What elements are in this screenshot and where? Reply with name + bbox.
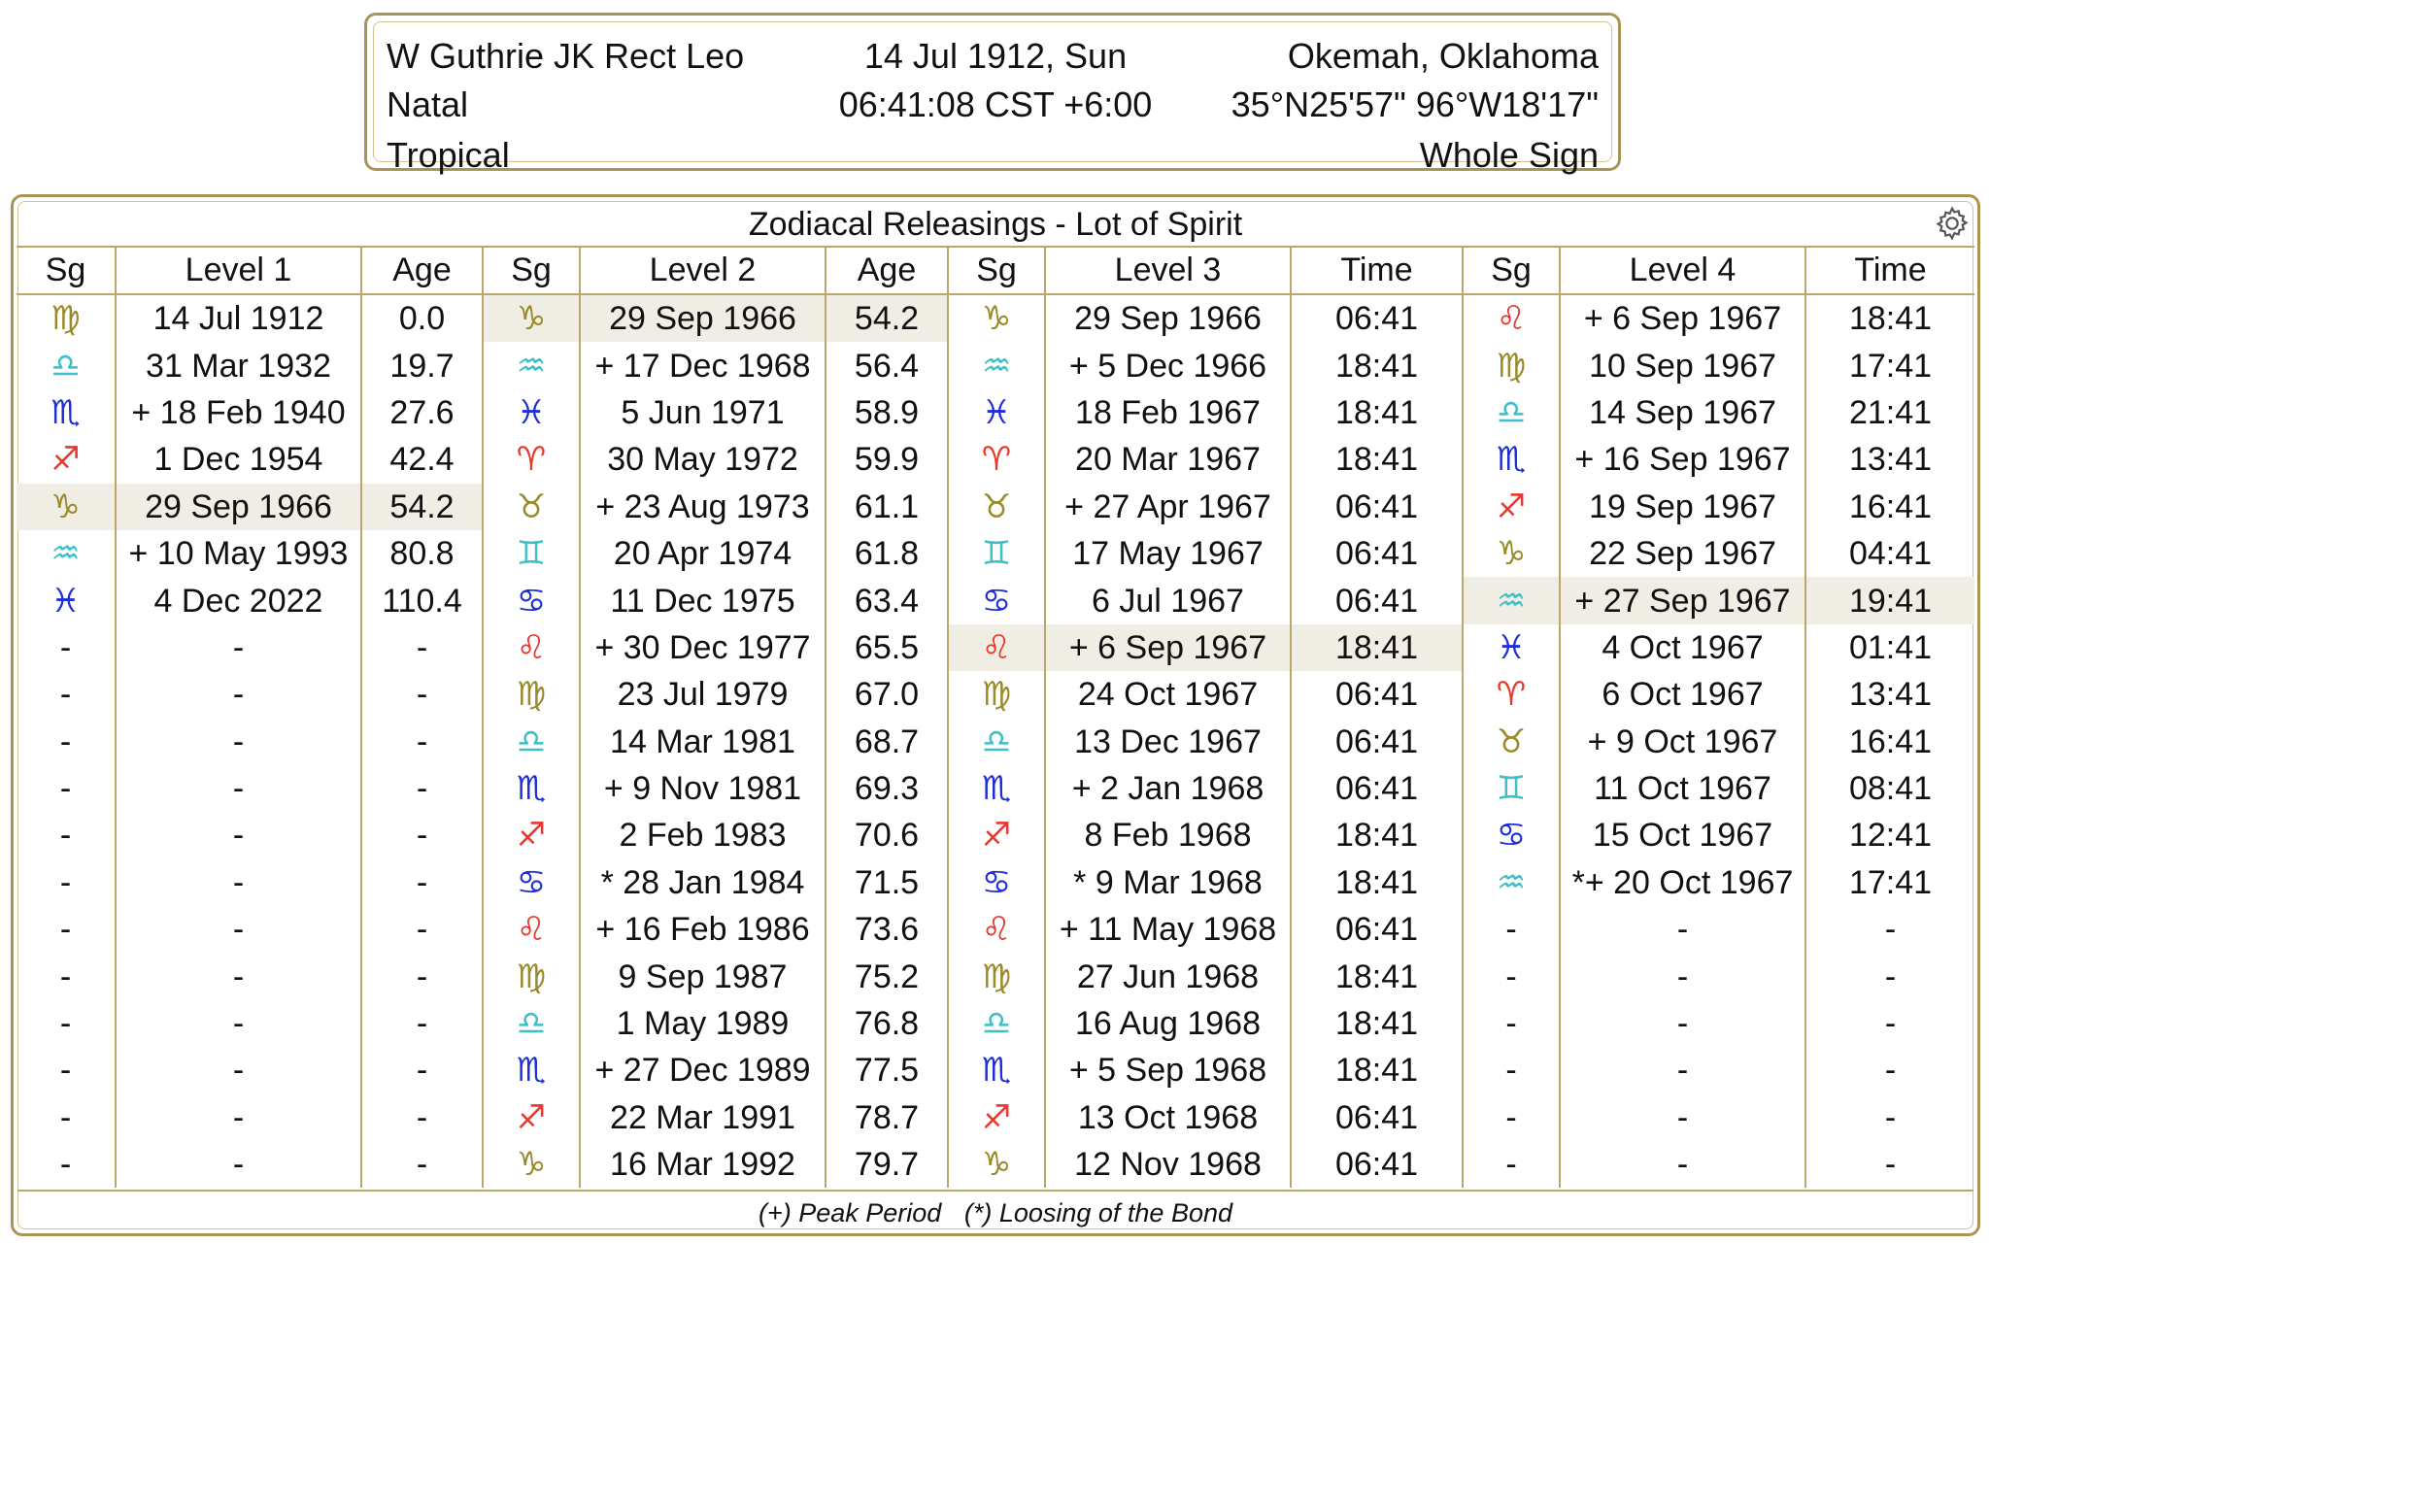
chart-place: Okemah, Oklahoma bbox=[1287, 36, 1599, 76]
period-age: 59.9 bbox=[826, 436, 948, 483]
period-start-date: 6 Jul 1967 bbox=[1045, 577, 1291, 623]
period-start-date: 9 Sep 1987 bbox=[580, 953, 826, 999]
empty-cell: - bbox=[1805, 1094, 1974, 1141]
aquarius-icon: ♒︎ bbox=[1463, 859, 1560, 906]
empty-cell: - bbox=[1463, 1000, 1560, 1047]
capricorn-icon: ♑︎ bbox=[483, 294, 580, 342]
period-start-date: * 9 Mar 1968 bbox=[1045, 859, 1291, 906]
zodiac-type: Tropical bbox=[387, 135, 510, 175]
period-start-date: + 27 Dec 1989 bbox=[580, 1047, 826, 1093]
taurus-icon: ♉︎ bbox=[1463, 719, 1560, 765]
aries-icon: ♈︎ bbox=[948, 436, 1045, 483]
aquarius-icon: ♒︎ bbox=[51, 535, 81, 573]
period-age: 76.8 bbox=[826, 1000, 948, 1047]
sagittarius-icon: ♐︎ bbox=[483, 812, 580, 858]
period-time: 04:41 bbox=[1805, 530, 1974, 577]
period-start-date: 14 Mar 1981 bbox=[580, 719, 826, 765]
period-start-date: 14 Sep 1967 bbox=[1560, 389, 1805, 436]
period-time: 18:41 bbox=[1291, 624, 1463, 671]
period-start-date: 16 Mar 1992 bbox=[580, 1141, 826, 1188]
libra-icon: ♎︎ bbox=[948, 719, 1045, 765]
empty-cell: - bbox=[59, 676, 72, 714]
empty-cell: - bbox=[361, 765, 483, 812]
empty-cell: - bbox=[116, 671, 361, 718]
period-start-date: 23 Jul 1979 bbox=[580, 671, 826, 718]
period-start-date: 14 Jul 1912 bbox=[116, 294, 361, 342]
empty-cell: - bbox=[1805, 1000, 1974, 1047]
aries-icon: ♈︎ bbox=[1463, 671, 1560, 718]
table-row bbox=[17, 294, 1974, 342]
period-start-date: + 5 Sep 1968 bbox=[1045, 1047, 1291, 1093]
period-start-date: 24 Oct 1967 bbox=[1045, 671, 1291, 718]
sagittarius-icon: ♐︎ bbox=[1463, 484, 1560, 530]
empty-cell: - bbox=[1463, 1141, 1560, 1188]
virgo-icon: ♍︎ bbox=[483, 671, 580, 718]
libra-icon: ♎︎ bbox=[1463, 389, 1560, 436]
empty-cell: - bbox=[1560, 1094, 1805, 1141]
chart-info-box bbox=[364, 13, 1621, 175]
period-start-date: + 23 Aug 1973 bbox=[580, 484, 826, 530]
leo-icon: ♌︎ bbox=[1463, 294, 1560, 342]
period-time: 12:41 bbox=[1805, 812, 1974, 858]
scorpio-icon: ♏︎ bbox=[483, 765, 580, 812]
table-row bbox=[17, 436, 1974, 483]
empty-cell: - bbox=[1805, 1047, 1974, 1093]
empty-cell: - bbox=[1560, 953, 1805, 999]
period-time: 01:41 bbox=[1805, 624, 1974, 671]
period-start-date: + 2 Jan 1968 bbox=[1045, 765, 1291, 812]
libra-icon: ♎︎ bbox=[948, 1000, 1045, 1047]
period-time: 06:41 bbox=[1291, 765, 1463, 812]
aquarius-icon: ♒︎ bbox=[483, 342, 580, 388]
chart-time: 06:41:08 CST +6:00 bbox=[838, 84, 1153, 124]
empty-cell: - bbox=[116, 859, 361, 906]
scorpio-icon: ♏︎ bbox=[483, 1047, 580, 1093]
empty-cell: - bbox=[1560, 906, 1805, 953]
period-time: 16:41 bbox=[1805, 719, 1974, 765]
virgo-icon: ♍︎ bbox=[483, 953, 580, 999]
column-header: Level 2 bbox=[580, 247, 826, 294]
sagittarius-icon: ♐︎ bbox=[483, 1094, 580, 1141]
period-start-date: 11 Dec 1975 bbox=[580, 577, 826, 623]
peak-period-legend: (+) Peak Period bbox=[758, 1198, 942, 1227]
empty-cell: - bbox=[361, 1094, 483, 1141]
empty-cell: - bbox=[116, 765, 361, 812]
period-time: 06:41 bbox=[1291, 1094, 1463, 1141]
empty-cell: - bbox=[361, 812, 483, 858]
virgo-icon: ♍︎ bbox=[51, 300, 81, 338]
table-row bbox=[17, 624, 1974, 671]
pisces-icon: ♓︎ bbox=[51, 582, 81, 620]
cancer-icon: ♋︎ bbox=[948, 859, 1045, 906]
period-start-date: 18 Feb 1967 bbox=[1045, 389, 1291, 436]
period-age: 54.2 bbox=[826, 294, 948, 342]
period-age: 80.8 bbox=[361, 530, 483, 577]
period-time: 21:41 bbox=[1805, 389, 1974, 436]
column-header-row bbox=[17, 247, 1974, 294]
period-age: 69.3 bbox=[826, 765, 948, 812]
period-time: 06:41 bbox=[1291, 484, 1463, 530]
aquarius-icon: ♒︎ bbox=[1463, 577, 1560, 623]
column-header: Sg bbox=[17, 247, 116, 294]
empty-cell: - bbox=[361, 1141, 483, 1188]
period-start-date: 16 Aug 1968 bbox=[1045, 1000, 1291, 1047]
column-header: Age bbox=[361, 247, 483, 294]
leo-icon: ♌︎ bbox=[948, 906, 1045, 953]
empty-cell: - bbox=[1805, 953, 1974, 999]
period-time: 19:41 bbox=[1805, 577, 1974, 623]
empty-cell: - bbox=[59, 1052, 72, 1090]
chart-name: W Guthrie JK Rect Leo bbox=[387, 36, 745, 76]
period-age: 61.8 bbox=[826, 530, 948, 577]
period-time: 18:41 bbox=[1291, 1047, 1463, 1093]
table-row bbox=[17, 1047, 1974, 1093]
period-time: 13:41 bbox=[1805, 436, 1974, 483]
table-row bbox=[17, 812, 1974, 858]
empty-cell: - bbox=[1805, 1141, 1974, 1188]
empty-cell: - bbox=[361, 1047, 483, 1093]
period-age: 63.4 bbox=[826, 577, 948, 623]
releasing-table bbox=[17, 246, 1974, 1188]
period-age: 75.2 bbox=[826, 953, 948, 999]
period-age: 61.1 bbox=[826, 484, 948, 530]
table-row bbox=[17, 577, 1974, 623]
capricorn-icon: ♑︎ bbox=[948, 294, 1045, 342]
period-time: 06:41 bbox=[1291, 530, 1463, 577]
empty-cell: - bbox=[59, 770, 72, 808]
table-row bbox=[17, 389, 1974, 436]
empty-cell: - bbox=[116, 1141, 361, 1188]
leo-icon: ♌︎ bbox=[483, 906, 580, 953]
period-time: 06:41 bbox=[1291, 577, 1463, 623]
panel-title: Zodiacal Releasings - Lot of Spirit bbox=[748, 206, 1243, 243]
period-start-date: + 9 Nov 1981 bbox=[580, 765, 826, 812]
empty-cell: - bbox=[1463, 906, 1560, 953]
empty-cell: - bbox=[59, 1098, 72, 1136]
table-row bbox=[17, 1141, 1974, 1188]
capricorn-icon: ♑︎ bbox=[17, 484, 116, 530]
period-age: 77.5 bbox=[826, 1047, 948, 1093]
zodiacal-releasing-panel bbox=[11, 194, 1980, 1236]
aries-icon: ♈︎ bbox=[483, 436, 580, 483]
empty-cell: - bbox=[1463, 1094, 1560, 1141]
period-time: 18:41 bbox=[1291, 436, 1463, 483]
empty-cell: - bbox=[116, 1000, 361, 1047]
virgo-icon: ♍︎ bbox=[948, 953, 1045, 999]
gear-icon[interactable] bbox=[1933, 204, 1972, 243]
column-header: Level 4 bbox=[1560, 247, 1805, 294]
empty-cell: - bbox=[361, 719, 483, 765]
cancer-icon: ♋︎ bbox=[1463, 812, 1560, 858]
period-start-date: + 6 Sep 1967 bbox=[1045, 624, 1291, 671]
empty-cell: - bbox=[59, 628, 72, 666]
period-age: 78.7 bbox=[826, 1094, 948, 1141]
period-time: 18:41 bbox=[1291, 812, 1463, 858]
period-start-date: 29 Sep 1966 bbox=[1045, 294, 1291, 342]
virgo-icon: ♍︎ bbox=[948, 671, 1045, 718]
period-start-date: 20 Mar 1967 bbox=[1045, 436, 1291, 483]
table-row bbox=[17, 953, 1974, 999]
period-start-date: 13 Dec 1967 bbox=[1045, 719, 1291, 765]
sagittarius-icon: ♐︎ bbox=[51, 441, 81, 479]
cancer-icon: ♋︎ bbox=[483, 577, 580, 623]
period-age: 0.0 bbox=[361, 294, 483, 342]
period-time: 06:41 bbox=[1291, 906, 1463, 953]
period-start-date: 20 Apr 1974 bbox=[580, 530, 826, 577]
virgo-icon: ♍︎ bbox=[1463, 342, 1560, 388]
empty-cell: - bbox=[361, 859, 483, 906]
period-start-date: 30 May 1972 bbox=[580, 436, 826, 483]
column-header: Sg bbox=[948, 247, 1045, 294]
period-start-date: + 6 Sep 1967 bbox=[1560, 294, 1805, 342]
chart-date: 14 Jul 1912, Sun bbox=[863, 36, 1128, 76]
period-start-date: 11 Oct 1967 bbox=[1560, 765, 1805, 812]
empty-cell: - bbox=[361, 671, 483, 718]
empty-cell: - bbox=[116, 624, 361, 671]
empty-cell: - bbox=[59, 911, 72, 949]
period-age: 58.9 bbox=[826, 389, 948, 436]
period-start-date: 10 Sep 1967 bbox=[1560, 342, 1805, 388]
house-system: Whole Sign bbox=[1419, 135, 1599, 175]
period-age: 71.5 bbox=[826, 859, 948, 906]
period-start-date: 27 Jun 1968 bbox=[1045, 953, 1291, 999]
releasing-rows bbox=[17, 294, 1974, 1188]
empty-cell: - bbox=[116, 1094, 361, 1141]
column-header: Age bbox=[826, 247, 948, 294]
period-start-date: 22 Mar 1991 bbox=[580, 1094, 826, 1141]
period-start-date: *+ 20 Oct 1967 bbox=[1560, 859, 1805, 906]
period-age: 54.2 bbox=[361, 484, 483, 530]
table-row bbox=[17, 1000, 1974, 1047]
empty-cell: - bbox=[1560, 1000, 1805, 1047]
period-start-date: + 30 Dec 1977 bbox=[580, 624, 826, 671]
gemini-icon: ♊︎ bbox=[483, 530, 580, 577]
period-time: 17:41 bbox=[1805, 859, 1974, 906]
period-start-date: 1 May 1989 bbox=[580, 1000, 826, 1047]
period-start-date: + 9 Oct 1967 bbox=[1560, 719, 1805, 765]
period-time: 18:41 bbox=[1291, 1000, 1463, 1047]
table-row bbox=[17, 530, 1974, 577]
period-start-date: 13 Oct 1968 bbox=[1045, 1094, 1291, 1141]
period-age: 79.7 bbox=[826, 1141, 948, 1188]
period-start-date: 19 Sep 1967 bbox=[1560, 484, 1805, 530]
gemini-icon: ♊︎ bbox=[1463, 765, 1560, 812]
chart-coordinates: 35°N25'57" 96°W18'17" bbox=[1231, 84, 1599, 124]
capricorn-icon: ♑︎ bbox=[483, 1141, 580, 1188]
period-start-date: 12 Nov 1968 bbox=[1045, 1141, 1291, 1188]
period-time: 18:41 bbox=[1291, 859, 1463, 906]
period-start-date: + 18 Feb 1940 bbox=[116, 389, 361, 436]
pisces-icon: ♓︎ bbox=[1463, 624, 1560, 671]
empty-cell: - bbox=[116, 719, 361, 765]
period-time: 06:41 bbox=[1291, 294, 1463, 342]
gemini-icon: ♊︎ bbox=[948, 530, 1045, 577]
period-age: 70.6 bbox=[826, 812, 948, 858]
column-header: Sg bbox=[483, 247, 580, 294]
table-row bbox=[17, 671, 1974, 718]
period-time: 06:41 bbox=[1291, 671, 1463, 718]
empty-cell: - bbox=[59, 1005, 72, 1043]
column-header: Level 3 bbox=[1045, 247, 1291, 294]
cancer-icon: ♋︎ bbox=[483, 859, 580, 906]
period-age: 19.7 bbox=[361, 342, 483, 388]
empty-cell: - bbox=[361, 906, 483, 953]
period-start-date: 4 Oct 1967 bbox=[1560, 624, 1805, 671]
pisces-icon: ♓︎ bbox=[948, 389, 1045, 436]
pisces-icon: ♓︎ bbox=[483, 389, 580, 436]
empty-cell: - bbox=[1560, 1141, 1805, 1188]
period-time: 18:41 bbox=[1805, 294, 1974, 342]
empty-cell: - bbox=[1560, 1047, 1805, 1093]
table-row bbox=[17, 719, 1974, 765]
libra-icon: ♎︎ bbox=[483, 1000, 580, 1047]
scorpio-icon: ♏︎ bbox=[1463, 436, 1560, 483]
empty-cell: - bbox=[361, 624, 483, 671]
period-start-date: 29 Sep 1966 bbox=[116, 484, 361, 530]
empty-cell: - bbox=[116, 812, 361, 858]
period-start-date: + 5 Dec 1966 bbox=[1045, 342, 1291, 388]
period-start-date: * 28 Jan 1984 bbox=[580, 859, 826, 906]
period-start-date: + 10 May 1993 bbox=[116, 530, 361, 577]
period-start-date: + 17 Dec 1968 bbox=[580, 342, 826, 388]
cancer-icon: ♋︎ bbox=[948, 577, 1045, 623]
libra-icon: ♎︎ bbox=[51, 347, 81, 385]
period-time: 18:41 bbox=[1291, 342, 1463, 388]
period-start-date: + 16 Feb 1986 bbox=[580, 906, 826, 953]
empty-cell: - bbox=[1463, 953, 1560, 999]
period-age: 73.6 bbox=[826, 906, 948, 953]
sagittarius-icon: ♐︎ bbox=[948, 1094, 1045, 1141]
period-time: 06:41 bbox=[1291, 1141, 1463, 1188]
empty-cell: - bbox=[59, 958, 72, 995]
empty-cell: - bbox=[116, 1047, 361, 1093]
empty-cell: - bbox=[1805, 906, 1974, 953]
period-start-date: 29 Sep 1966 bbox=[580, 294, 826, 342]
column-header: Level 1 bbox=[116, 247, 361, 294]
leo-icon: ♌︎ bbox=[483, 624, 580, 671]
period-time: 06:41 bbox=[1291, 719, 1463, 765]
table-row bbox=[17, 906, 1974, 953]
period-time: 18:41 bbox=[1291, 953, 1463, 999]
aquarius-icon: ♒︎ bbox=[948, 342, 1045, 388]
empty-cell: - bbox=[1463, 1047, 1560, 1093]
taurus-icon: ♉︎ bbox=[948, 484, 1045, 530]
period-age: 42.4 bbox=[361, 436, 483, 483]
capricorn-icon: ♑︎ bbox=[1463, 530, 1560, 577]
period-start-date: 4 Dec 2022 bbox=[116, 577, 361, 623]
period-start-date: 22 Sep 1967 bbox=[1560, 530, 1805, 577]
period-start-date: 2 Feb 1983 bbox=[580, 812, 826, 858]
period-age: 56.4 bbox=[826, 342, 948, 388]
empty-cell: - bbox=[59, 863, 72, 901]
empty-cell: - bbox=[59, 817, 72, 855]
period-time: 17:41 bbox=[1805, 342, 1974, 388]
period-start-date: 15 Oct 1967 bbox=[1560, 812, 1805, 858]
leo-icon: ♌︎ bbox=[948, 624, 1045, 671]
period-start-date: 5 Jun 1971 bbox=[580, 389, 826, 436]
loosing-bond-legend: (*) Loosing of the Bond bbox=[963, 1198, 1233, 1227]
period-start-date: 17 May 1967 bbox=[1045, 530, 1291, 577]
period-age: 27.6 bbox=[361, 389, 483, 436]
period-age: 68.7 bbox=[826, 719, 948, 765]
table-row bbox=[17, 1094, 1974, 1141]
empty-cell: - bbox=[361, 953, 483, 999]
sagittarius-icon: ♐︎ bbox=[948, 812, 1045, 858]
empty-cell: - bbox=[59, 722, 72, 760]
legend-footer bbox=[17, 1190, 1973, 1234]
period-age: 110.4 bbox=[361, 577, 483, 623]
column-header: Sg bbox=[1463, 247, 1560, 294]
table-row bbox=[17, 484, 1974, 530]
period-time: 13:41 bbox=[1805, 671, 1974, 718]
chart-type: Natal bbox=[387, 84, 469, 124]
table-row bbox=[17, 859, 1974, 906]
table-row bbox=[17, 765, 1974, 812]
period-time: 08:41 bbox=[1805, 765, 1974, 812]
capricorn-icon: ♑︎ bbox=[948, 1141, 1045, 1188]
libra-icon: ♎︎ bbox=[483, 719, 580, 765]
period-start-date: + 16 Sep 1967 bbox=[1560, 436, 1805, 483]
period-start-date: 8 Feb 1968 bbox=[1045, 812, 1291, 858]
period-time: 18:41 bbox=[1291, 389, 1463, 436]
period-age: 67.0 bbox=[826, 671, 948, 718]
column-header: Time bbox=[1291, 247, 1463, 294]
column-header: Time bbox=[1805, 247, 1974, 294]
period-time: 16:41 bbox=[1805, 484, 1974, 530]
scorpio-icon: ♏︎ bbox=[51, 393, 81, 431]
empty-cell: - bbox=[361, 1000, 483, 1047]
scorpio-icon: ♏︎ bbox=[948, 765, 1045, 812]
period-start-date: + 11 May 1968 bbox=[1045, 906, 1291, 953]
period-start-date: 1 Dec 1954 bbox=[116, 436, 361, 483]
period-age: 65.5 bbox=[826, 624, 948, 671]
period-start-date: 6 Oct 1967 bbox=[1560, 671, 1805, 718]
empty-cell: - bbox=[116, 953, 361, 999]
table-row bbox=[17, 342, 1974, 388]
period-start-date: + 27 Sep 1967 bbox=[1560, 577, 1805, 623]
period-start-date: 31 Mar 1932 bbox=[116, 342, 361, 388]
empty-cell: - bbox=[116, 906, 361, 953]
period-start-date: + 27 Apr 1967 bbox=[1045, 484, 1291, 530]
empty-cell: - bbox=[59, 1146, 72, 1184]
taurus-icon: ♉︎ bbox=[483, 484, 580, 530]
scorpio-icon: ♏︎ bbox=[948, 1047, 1045, 1093]
